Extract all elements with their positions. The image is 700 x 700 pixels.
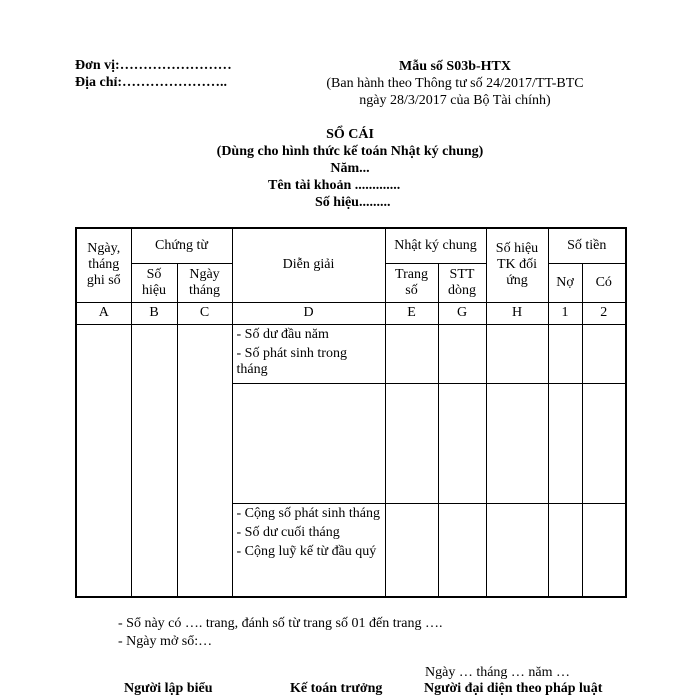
note-pages: - Sổ này có …. trang, đánh số từ trang số 01 đến trang …. <box>118 616 443 631</box>
contra-account-cell <box>486 503 548 597</box>
closing-balance-label: - Số dư cuối tháng <box>236 524 340 540</box>
org-unit-field: Đơn vị:…………………… <box>75 58 232 73</box>
credit-cell <box>582 503 626 597</box>
credit-cell <box>582 324 626 383</box>
total-arising-label: - Cộng số phát sinh tháng <box>236 505 380 521</box>
header-contra-account: Số hiệu TK đối ứng <box>486 228 548 302</box>
header-credit: Có <box>582 263 626 302</box>
account-name-field: Tên tài khoản ............. <box>268 178 401 193</box>
line-no-cell <box>438 503 486 597</box>
code-cell: D <box>232 302 385 324</box>
notes <box>118 615 442 651</box>
issued-line-2: ngày 28/3/2017 của Bộ Tài chính) <box>359 93 551 108</box>
description-cell <box>232 503 385 597</box>
code-cell: 2 <box>582 302 626 324</box>
cumulative-label: - Cộng luỹ kế từ đầu quý <box>236 543 377 559</box>
header-amount: Số tiền <box>548 228 626 263</box>
signer-chief-accountant: Kế toán trưởng <box>290 681 383 696</box>
debit-cell <box>548 503 582 597</box>
arising-label: - Số phát sinh trong tháng <box>236 345 347 377</box>
header-line-no: STT dòng <box>438 263 486 302</box>
page-cell <box>385 324 438 383</box>
code-cell: 1 <box>548 302 582 324</box>
signer-preparer: Người lập biểu <box>124 681 213 696</box>
document-title: SỔ CÁI <box>326 127 374 142</box>
date-cell <box>76 324 131 597</box>
code-cell: B <box>131 302 177 324</box>
opening-balance-label: - Số dư đầu năm <box>236 326 329 342</box>
code-cell: E <box>385 302 438 324</box>
description-cell <box>232 324 385 383</box>
code-row <box>76 302 626 324</box>
debit-cell <box>548 324 582 383</box>
document-subtitle: (Dùng cho hình thức kế toán Nhật ký chung) <box>216 144 484 159</box>
account-code-field: Số hiệu......... <box>315 195 391 210</box>
header-date: Ngày, tháng ghi sổ <box>76 228 131 302</box>
page-cell <box>385 383 438 503</box>
header-row-1 <box>76 228 626 263</box>
voucher-date-cell <box>177 324 232 597</box>
ledger-table <box>75 227 627 598</box>
header-page: Trang số <box>385 263 438 302</box>
code-cell: A <box>76 302 131 324</box>
line-no-cell <box>438 324 486 383</box>
form-code: Mẫu số S03b-HTX <box>398 59 512 74</box>
line-no-cell <box>438 383 486 503</box>
signer-legal-representative: Người đại diện theo pháp luật <box>424 681 603 696</box>
signature-block <box>0 681 700 700</box>
code-cell: C <box>177 302 232 324</box>
voucher-no-cell <box>131 324 177 597</box>
contra-account-cell <box>486 324 548 383</box>
description-cell <box>232 383 385 503</box>
contra-account-cell <box>486 383 548 503</box>
table-row <box>76 324 626 383</box>
code-cell: H <box>486 302 548 324</box>
note-open-date: - Ngày mở sổ:… <box>118 634 213 649</box>
year-field: Năm... <box>330 161 370 176</box>
sign-date: Ngày … tháng … năm … <box>425 665 571 680</box>
debit-cell <box>548 383 582 503</box>
header-journal: Nhật ký chung <box>385 228 486 263</box>
header-voucher-date: Ngày tháng <box>177 263 232 302</box>
code-cell: G <box>438 302 486 324</box>
header-description: Diễn giải <box>232 228 385 302</box>
credit-cell <box>582 383 626 503</box>
org-address-field: Địa chỉ:………………….. <box>75 75 228 90</box>
header-voucher-no: Số hiệu <box>131 263 177 302</box>
page-cell <box>385 503 438 597</box>
header-voucher: Chứng từ <box>131 228 232 263</box>
title-block <box>150 126 550 177</box>
header-debit: Nợ <box>548 263 582 302</box>
issued-line-1: (Ban hành theo Thông tư số 24/2017/TT-BTC <box>326 76 584 91</box>
form-info <box>300 58 610 109</box>
